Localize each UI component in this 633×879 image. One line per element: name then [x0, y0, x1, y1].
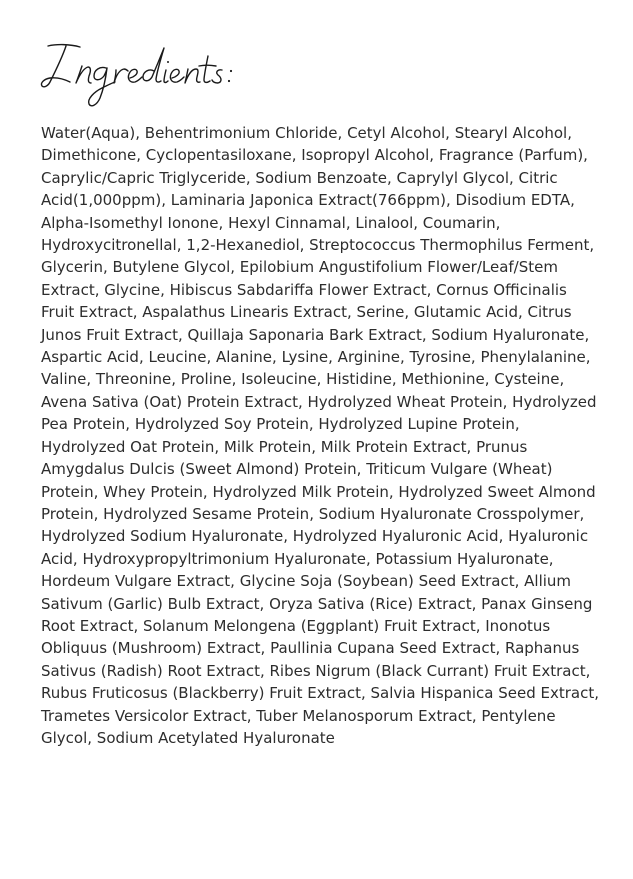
ingredients-script-heading	[36, 36, 316, 116]
ingredients-title	[36, 36, 316, 116]
ingredients-list-text: Water(Aqua), Behentrimonium Chloride, Cetyl Alcohol, Stearyl Alcohol, Dimethicone, Cyclopentasiloxane, Isopropyl Alcohol, Fragrance (Parfum), Caprylic/Capric Triglyceride, Sodium Benzoate, Caprylyl Glycol, Citric Acid(1,000ppm), Laminaria Japonica Extract(766ppm), Disodium EDTA, Alpha-Isomethyl Ionone, Hexyl Cinnamal, Linalool, Coumarin, Hydroxycitronellal, 1,2-Hexanediol, Streptococcus Thermophilus Ferment, Glycerin, Butylene Glycol, Epilobium Angustifolium Flower/Leaf/Stem Extract, Glycine, Hibiscus Sabdariffa Flower Extract, Cornus Officinalis Fruit Extract, Aspalathus Linearis Extract, Serine, Glutamic Acid, Citrus Junos Fruit Extract, Quillaja Saponaria Bark Extract, Sodium Hyaluronate, Aspartic Acid, Leucine, Alanine, Lysine, Arginine, Tyrosine, Phenylalanine, Valine, Threonine, Proline, Isoleucine, Histidine, Methionine, Cysteine, Avena Sativa (Oat) Protein Extract, Hydrolyzed Wheat Protein, Hydrolyzed Pea Protein, Hydrolyzed Soy Protein, Hydrolyzed Lupine Protein, Hydrolyzed Oat Protein, Milk Protein, Milk Protein Extract, Prunus Amygdalus Dulcis (Sweet Almond) Protein, Triticum Vulgare (Wheat) Protein, Whey Protein, Hydrolyzed Milk Protein, Hydrolyzed Sweet Almond Protein, Hydrolyzed Sesame Protein, Sodium Hyaluronate Crosspolymer, Hydrolyzed Sodium Hyaluronate, Hydrolyzed Hyaluronic Acid, Hyaluronic Acid, Hydroxypropyltrimonium Hyaluronate, Potassium Hyaluronate, Hordeum Vulgare Extract, Glycine Soja (Soybean) Seed Extract, Allium Sativum (Garlic) Bulb Extract, Oryza Sativa (Rice) Extract, Panax Ginseng Root Extract, Solanum Melongena (Eggplant) Fruit Extract, Inonotus Obliquus (Mushroom) Extract, Paullinia Cupana Seed Extract, Raphanus Sativus (Radish) Root Extract, Ribes Nigrum (Black Currant) Fruit Extract, Rubus Fruticosus (Blackberry) Fruit Extract, Salvia Hispanica Seed Extract, Trametes Versicolor Extract, Tuber Melanosporum Extract, Pentylene Glycol, Sodium Acetylated Hyaluronate	[41, 124, 599, 747]
